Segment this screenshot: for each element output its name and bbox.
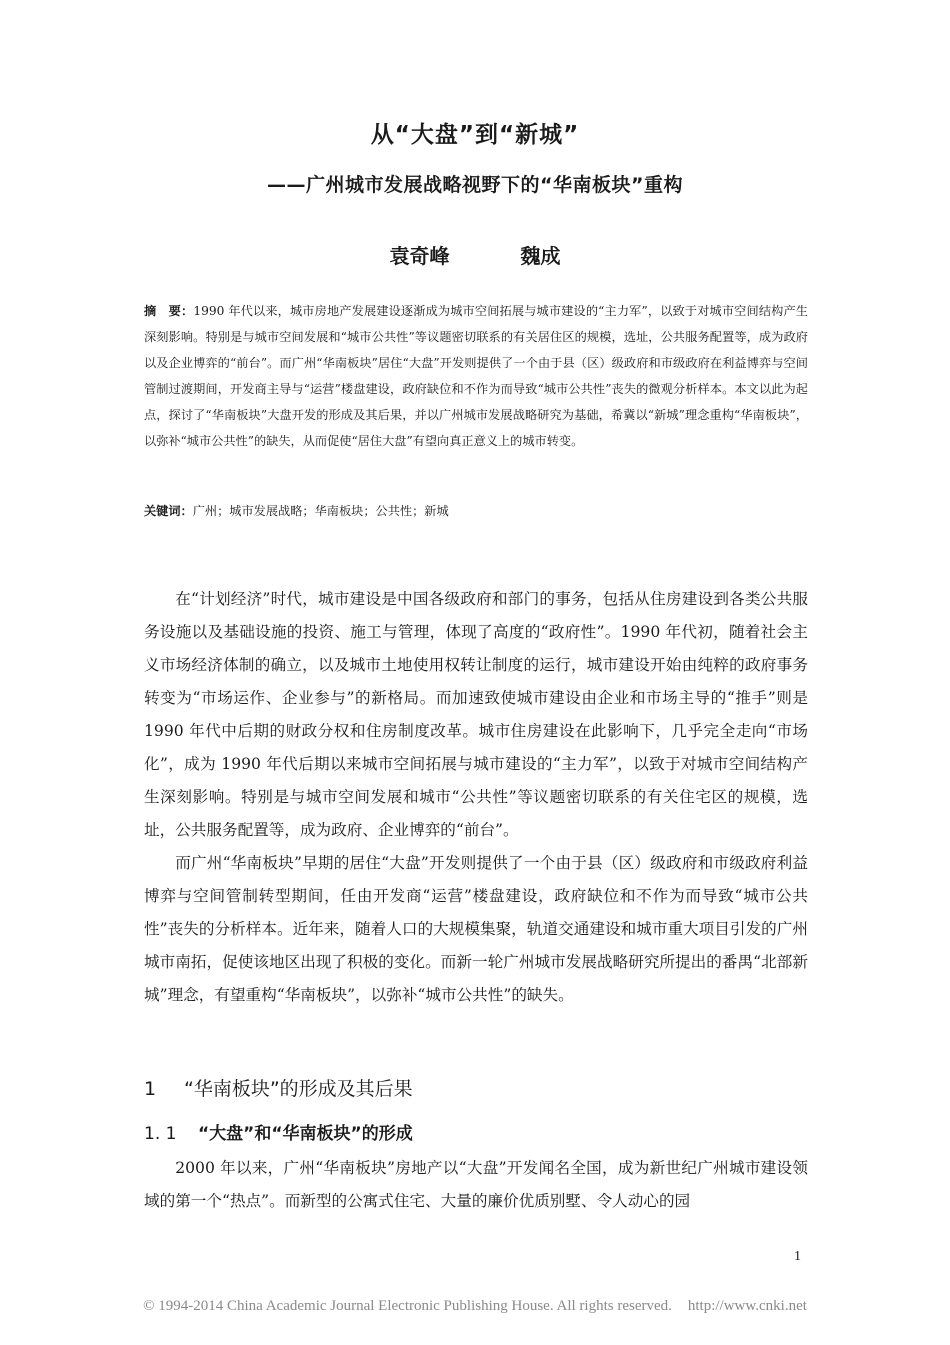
paragraph: 在“计划经济”时代，城市建设是中国各级政府和部门的事务，包括从住房建设到各类公共服务设施以及基础设施的投资、施工与管理，体现了高度的“政府性”。1990 年代初，随着社会主义市场经济体制的确立，以及城市土地使用权转让制度的运行，城市建设开始由纯粹的政府事务转变为“市场运作、企业参与”的新格局。而加速致使城市建设由企业和市场主导的“推手”则是 1990 年代中后期的财政分权和住房制度改革。城市住房建设在此影响下，几乎完全走向“市场化”，成为 1990 年代后期以来城市空间拓展与城市建设的“主力军”，以致于对城市空间结构产生深刻影响。特别是与城市空间发展和城市“公共性”等议题密切联系的有关住宅区的规模，选址，公共服务配置等，成为政府、企业博弈的“前台”。 (144, 590, 808, 839)
subsection-number: 1. 1 (144, 1124, 177, 1144)
paper-subtitle: ——广州城市发展战略视野下的“华南板块”重构 (267, 174, 683, 196)
abstract (144, 298, 808, 454)
abstract-label: 摘 要： (144, 304, 194, 318)
paper-title: 从“大盘”到“新城” (370, 122, 580, 148)
keywords (144, 498, 808, 524)
subsection-heading (144, 1119, 413, 1144)
intro-body (144, 583, 808, 1012)
page-number: 1 (794, 1249, 801, 1264)
section-number: 1 (144, 1078, 157, 1100)
author-name: 袁奇峰 (389, 244, 450, 268)
author-name: 魏成 (520, 244, 561, 268)
keywords-text: 广州；城市发展战略；华南板块；公共性；新城 (192, 504, 449, 518)
section-title: “华南板块”的形成及其后果 (184, 1078, 413, 1100)
section-body (144, 1152, 808, 1218)
author-list (0, 240, 950, 269)
copyright-notice: © 1994-2014 China Academic Journal Electronic Publishing House. All rights reserved. (143, 1298, 672, 1314)
abstract-text: 1990 年代以来，城市房地产发展建设逐渐成为城市空间拓展与城市建设的“主力军”，以致于对城市空间结构产生深刻影响。特别是与城市空间发展和“城市公共性”等议题密切联系的有关居住区的规模，选址，公共服务配置等，成为政府以及企业博弈的“前台”。而广州“华南板块”居住“大盘”开发则提供了一个由于县（区）级政府和市级政府在利益博弈与空间管制过渡期间，开发商主导与“运营”楼盘建设，政府缺位和不作为而导致“城市公共性”丧失的微观分析样本。本文以此为起点，探讨了“华南板块”大盘开发的形成及其后果，并以广州城市发展战略研究为基础，希冀以“新城”理念重构“华南板块”，以弥补“城市公共性”的缺失，从而促使“居住大盘”有望向真正意义上的城市转变。 (144, 304, 808, 448)
footer (0, 1298, 950, 1315)
subsection-title: “大盘”和“华南板块”的形成 (198, 1124, 413, 1144)
paragraph: 2000 年以来，广州“华南板块”房地产以“大盘”开发闻名全国，成为新世纪广州城市建设领域的第一个“热点”。而新型的公寓式住宅、大量的廉价优质别墅、令人动心的园 (144, 1159, 808, 1210)
footer-link[interactable]: http://www.cnki.net (687, 1298, 807, 1314)
keywords-label: 关键词： (144, 504, 193, 518)
paragraph: 而广州“华南板块”早期的居住“大盘”开发则提供了一个由于县（区）级政府和市级政府利益博弈与空间管制转型期间，任由开发商“运营”楼盘建设，政府缺位和不作为而导致“城市公共性”丧失的分析样本。近年来，随着人口的大规模集聚，轨道交通建设和城市重大项目引发的广州城市南拓，促使该地区出现了积极的变化。而新一轮广州城市发展战略研究所提出的番禺“北部新城”理念，有望重构“华南板块”，以弥补“城市公共性”的缺失。 (144, 854, 808, 1004)
section-heading (144, 1074, 413, 1101)
